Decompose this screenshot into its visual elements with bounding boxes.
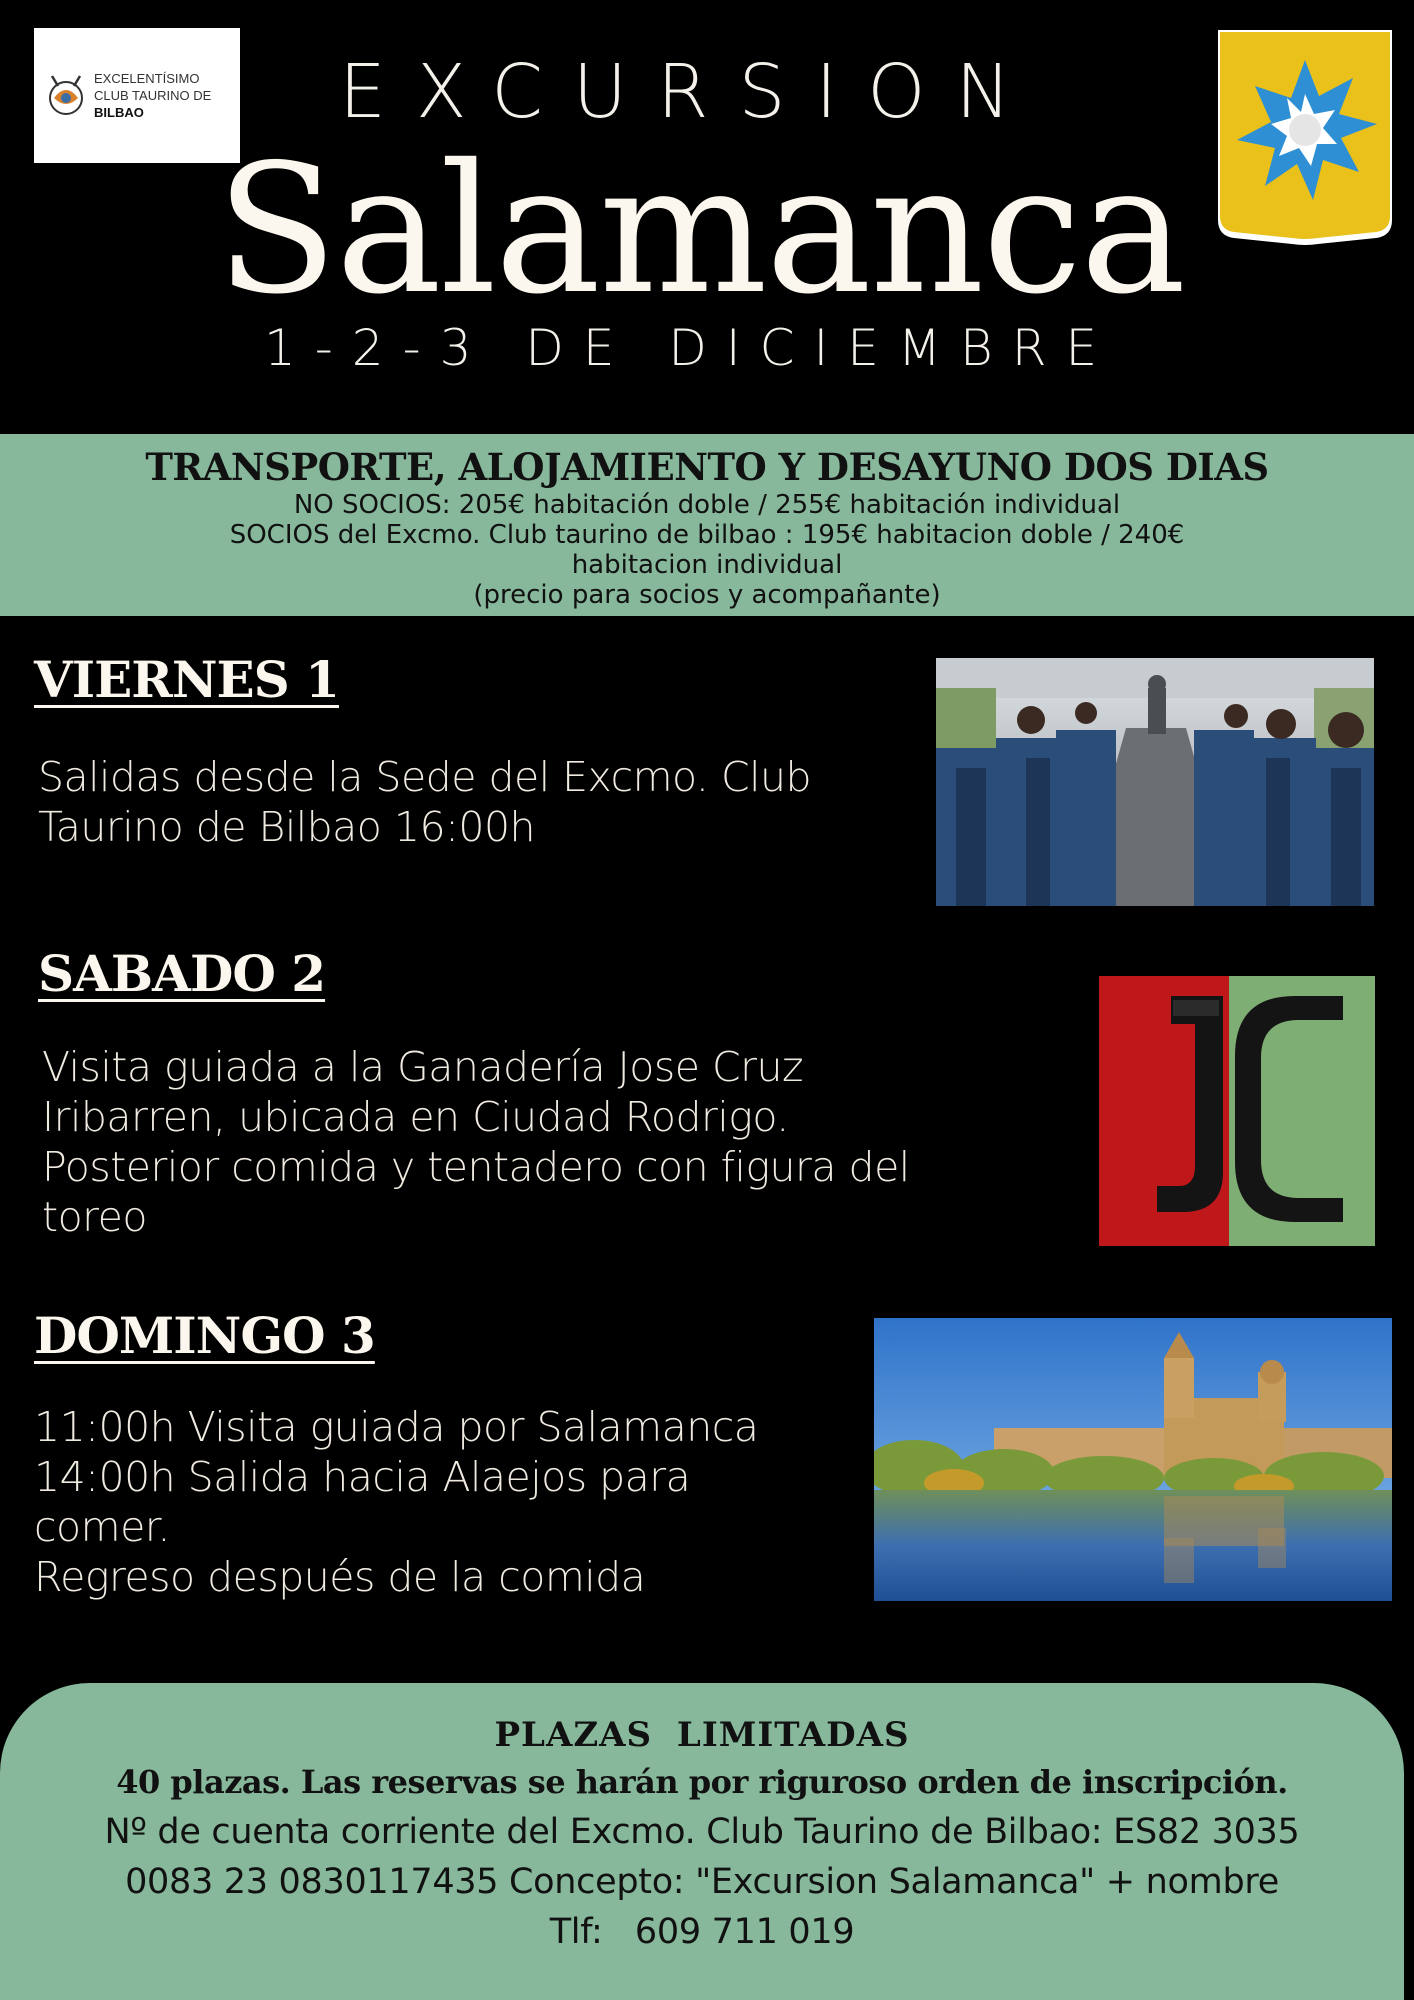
footer-section — [0, 1683, 1404, 2000]
day-text-line: comer. — [34, 1503, 170, 1551]
day-text-line: 14:00h Salida hacia Alaejos para — [34, 1453, 691, 1501]
footer-phone: Tlf: 609 711 019 — [549, 1912, 855, 1952]
page-title: Salamanca — [215, 126, 1185, 333]
pricing-line: SOCIOS del Excmo. Club taurino de bilbao : 195€ habitacion doble / 240€ — [229, 520, 1185, 550]
pricing-section — [0, 434, 1414, 616]
pricing-heading: TRANSPORTE, ALOJAMIENTO Y DESAYUNO DOS DIAS — [145, 445, 1269, 489]
day-text-line: Taurino de Bilbao 16:00h — [38, 803, 536, 851]
day-text-line: Visita guiada a la Ganadería Jose Cruz — [42, 1043, 803, 1091]
day-text-line: 11:00h Visita guiada por Salamanca — [34, 1403, 759, 1451]
day-text-sabado — [42, 1042, 910, 1242]
club-logo-line1: EXCELENTÍSIMO — [94, 71, 200, 86]
day-text-line: toreo — [42, 1193, 147, 1241]
footer-bank-line: 0083 23 0830117435 Concepto: "Excursion Salamanca" + nombre — [125, 1862, 1279, 1902]
day-text-line: Regreso después de la comida — [34, 1553, 646, 1601]
salamanca-city-image — [874, 1318, 1392, 1601]
pricing-line: NO SOCIOS: 205€ habitación doble / 255€ habitación individual — [293, 490, 1121, 520]
coat-of-arms-icon — [1218, 30, 1392, 254]
day-text-line: Posterior comida y tentadero con figura del — [42, 1143, 910, 1191]
club-emblem-icon — [46, 72, 86, 120]
day-title-sabado: SABADO 2 — [38, 944, 326, 1003]
footer-heading: PLAZAS LIMITADAS — [494, 1715, 910, 1755]
footer-bank-line: Nº de cuenta corriente del Excmo. Club Taurino de Bilbao: ES82 3035 — [104, 1812, 1300, 1852]
day-title-domingo: DOMINGO 3 — [34, 1306, 375, 1365]
day-text-line: Iribarren, ubicada en Ciudad Rodrigo. — [42, 1093, 789, 1141]
subtitle-excursion: EXCURSION — [339, 49, 1041, 135]
day-text-line: Salidas desde la Sede del Excmo. Club — [38, 753, 812, 801]
day-text-viernes — [38, 752, 811, 852]
club-logo-line3: BILBAO — [94, 105, 144, 120]
club-logo-line2: CLUB TAURINO DE — [94, 88, 212, 103]
bus-interior-image — [936, 658, 1374, 906]
event-dates: 1-2-3 DE DICIEMBRE — [263, 319, 1117, 377]
pricing-line: habitacion individual — [571, 550, 843, 580]
day-text-domingo — [34, 1402, 758, 1602]
ganaderia-jc-logo-icon — [1099, 976, 1375, 1246]
pricing-line: (precio para socios y acompañante) — [473, 580, 941, 610]
footer-booking-note: 40 plazas. Las reservas se harán por riguroso orden de inscripción. — [116, 1763, 1288, 1801]
day-title-viernes: VIERNES 1 — [34, 650, 339, 709]
